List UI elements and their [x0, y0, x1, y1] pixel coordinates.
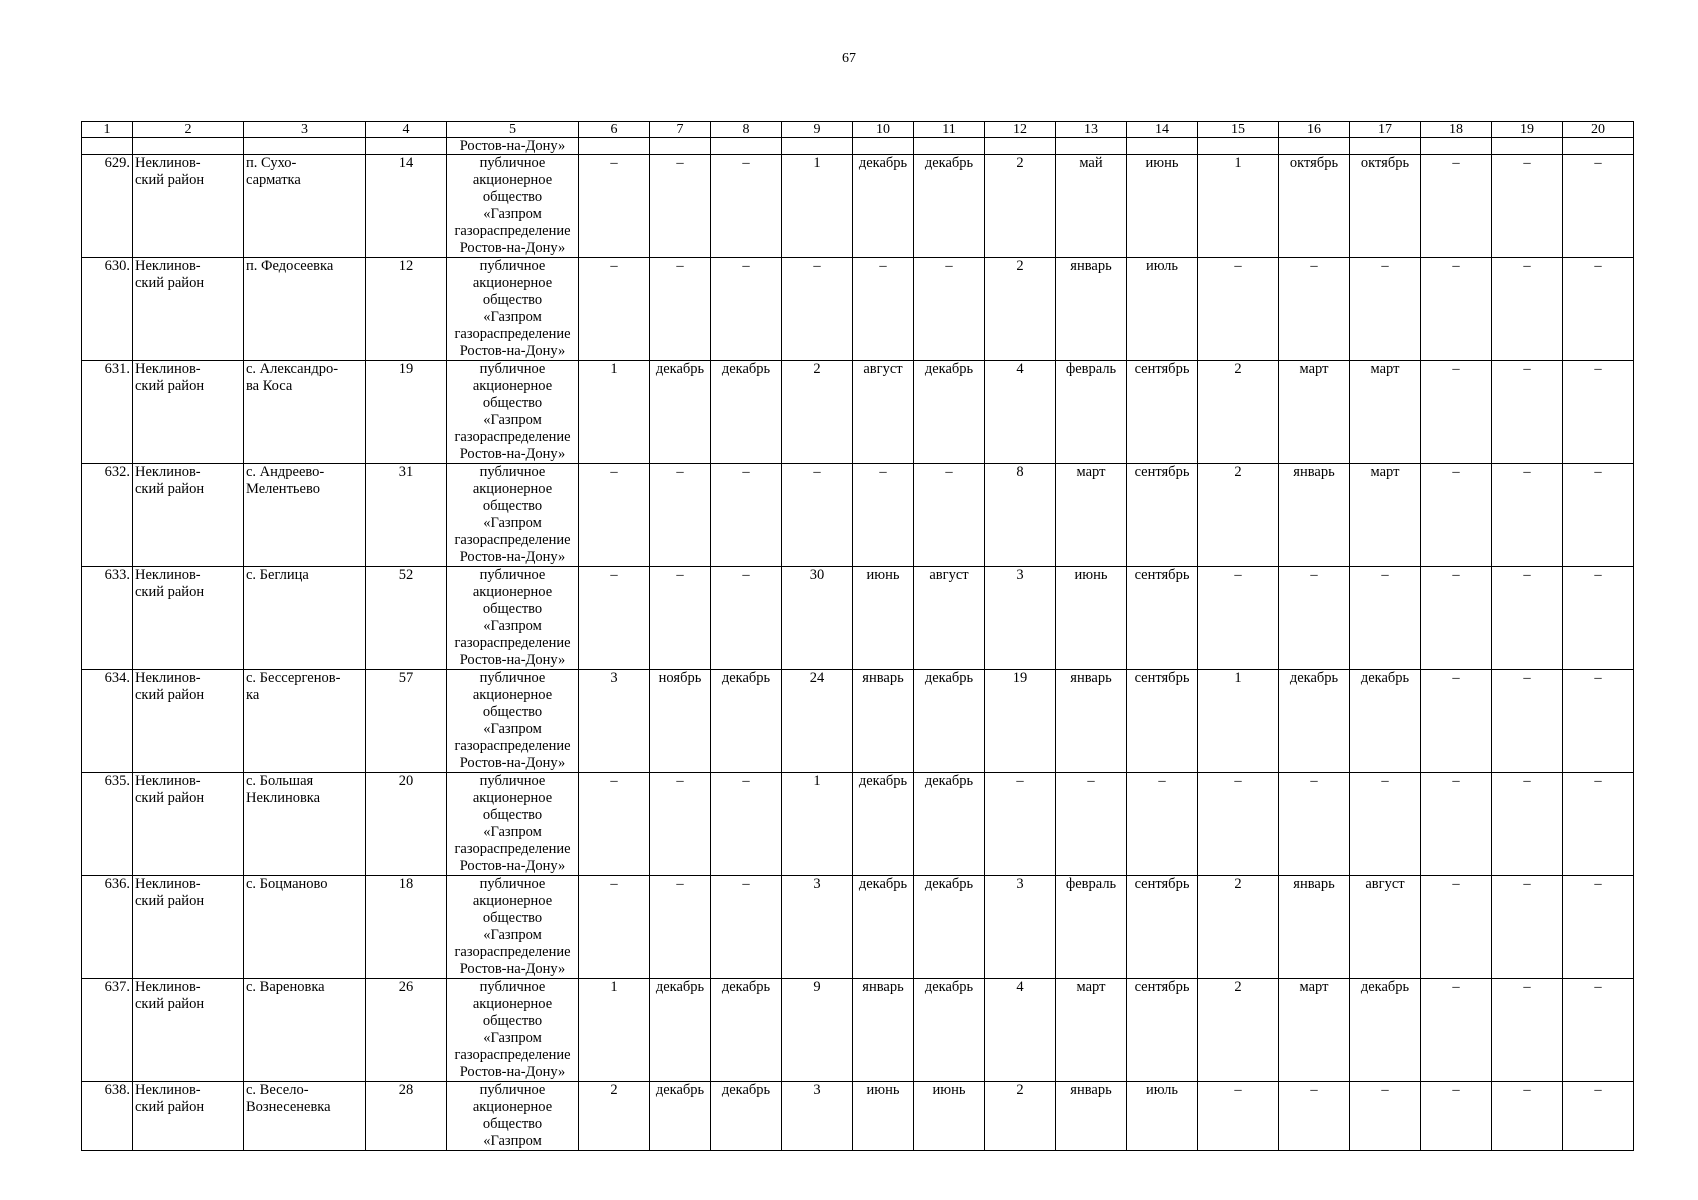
settlement-cell: с. Бессергенов- ка — [244, 670, 366, 773]
value-cell-c15: 2 — [1198, 361, 1279, 464]
value-cell-c18: – — [1421, 567, 1492, 670]
value-cell-c17: – — [1350, 1082, 1421, 1151]
value-cell-c13: январь — [1056, 670, 1127, 773]
value-cell-c14: – — [1127, 773, 1198, 876]
value-cell-c11: – — [914, 464, 985, 567]
value-cell-c13: июнь — [1056, 567, 1127, 670]
value-cell-c17: август — [1350, 876, 1421, 979]
header-cell: 19 — [1492, 122, 1563, 138]
district-cell: Неклинов- ский район — [133, 1082, 244, 1151]
value-cell-c13: май — [1056, 155, 1127, 258]
value-cell-c18: – — [1421, 979, 1492, 1082]
value-cell-c6: 2 — [579, 1082, 650, 1151]
value-cell-c14: сентябрь — [1127, 567, 1198, 670]
value-cell-c15: 2 — [1198, 876, 1279, 979]
header-cell: 5 — [447, 122, 579, 138]
value-cell-c17: – — [1350, 567, 1421, 670]
settlement-cell: с. Весело- Вознесеневка — [244, 1082, 366, 1151]
value-cell-c20: – — [1563, 979, 1634, 1082]
header-cell: 16 — [1279, 122, 1350, 138]
value-cell-c15: – — [1198, 773, 1279, 876]
value-cell-c10: январь — [853, 979, 914, 1082]
value-cell-c17: март — [1350, 464, 1421, 567]
value-cell-c16: – — [1279, 567, 1350, 670]
district-cell: Неклинов- ский район — [133, 258, 244, 361]
count-cell: 19 — [366, 361, 447, 464]
value-cell-c19: – — [1492, 155, 1563, 258]
value-cell-c12: – — [985, 773, 1056, 876]
value-cell-c9: 2 — [782, 361, 853, 464]
value-cell-c7: декабрь — [650, 361, 711, 464]
value-cell-c18: – — [1421, 258, 1492, 361]
value-cell-c12: 4 — [985, 979, 1056, 1082]
table-row — [82, 464, 1634, 567]
value-cell-c14: сентябрь — [1127, 979, 1198, 1082]
page-number: 67 — [842, 51, 856, 66]
value-cell-c7: – — [650, 773, 711, 876]
row-number: 636. — [82, 876, 133, 979]
value-cell-c20: – — [1563, 464, 1634, 567]
district-cell: Неклинов- ский район — [133, 979, 244, 1082]
header-cell: 1 — [82, 122, 133, 138]
value-cell-c9: – — [782, 464, 853, 567]
value-cell-c20: – — [1563, 1082, 1634, 1151]
value-cell-c16: – — [1279, 773, 1350, 876]
continuation-row — [82, 138, 1634, 155]
value-cell-c11: декабрь — [914, 361, 985, 464]
owner-cell: публичное акционерное общество «Газпром газораспределение Ростов-на-Дону» — [447, 876, 579, 979]
value-cell-c9: 24 — [782, 670, 853, 773]
settlement-cell: п. Федосеевка — [244, 258, 366, 361]
settlement-cell: с. Андреево- Мелентьево — [244, 464, 366, 567]
value-cell-c6: 1 — [579, 979, 650, 1082]
value-cell-c19: – — [1492, 464, 1563, 567]
value-cell-c7: – — [650, 155, 711, 258]
value-cell-c19: – — [1492, 258, 1563, 361]
count-cell: 14 — [366, 155, 447, 258]
value-cell-c11: декабрь — [914, 155, 985, 258]
table-row — [82, 1082, 1634, 1151]
value-cell-c8: – — [711, 258, 782, 361]
table-row — [82, 773, 1634, 876]
header-cell: 4 — [366, 122, 447, 138]
value-cell-c7: ноябрь — [650, 670, 711, 773]
value-cell-c16: декабрь — [1279, 670, 1350, 773]
continuation-owner-cell: Ростов-на-Дону» — [447, 138, 579, 155]
count-cell: 57 — [366, 670, 447, 773]
value-cell-c8: – — [711, 464, 782, 567]
value-cell-c10: – — [853, 258, 914, 361]
value-cell-c16: – — [1279, 258, 1350, 361]
value-cell-c8: декабрь — [711, 979, 782, 1082]
value-cell-c9: 9 — [782, 979, 853, 1082]
value-cell-c16: март — [1279, 979, 1350, 1082]
value-cell-c15: 1 — [1198, 155, 1279, 258]
header-cell: 20 — [1563, 122, 1634, 138]
value-cell-c9: 1 — [782, 773, 853, 876]
value-cell-c11: декабрь — [914, 773, 985, 876]
value-cell-c11: август — [914, 567, 985, 670]
value-cell-c8: – — [711, 155, 782, 258]
value-cell-c6: – — [579, 464, 650, 567]
table-row — [82, 155, 1634, 258]
value-cell-c16: октябрь — [1279, 155, 1350, 258]
value-cell-c6: – — [579, 567, 650, 670]
value-cell-c17: март — [1350, 361, 1421, 464]
value-cell-c7: декабрь — [650, 1082, 711, 1151]
value-cell-c12: 2 — [985, 155, 1056, 258]
value-cell-c10: июнь — [853, 567, 914, 670]
header-cell: 7 — [650, 122, 711, 138]
value-cell-c19: – — [1492, 1082, 1563, 1151]
value-cell-c15: 2 — [1198, 979, 1279, 1082]
value-cell-c19: – — [1492, 773, 1563, 876]
count-cell: 52 — [366, 567, 447, 670]
value-cell-c7: – — [650, 258, 711, 361]
table-row — [82, 258, 1634, 361]
value-cell-c8: декабрь — [711, 1082, 782, 1151]
value-cell-c17: – — [1350, 773, 1421, 876]
district-cell: Неклинов- ский район — [133, 361, 244, 464]
header-cell: 15 — [1198, 122, 1279, 138]
value-cell-c6: 3 — [579, 670, 650, 773]
value-cell-c13: – — [1056, 773, 1127, 876]
value-cell-c14: июль — [1127, 1082, 1198, 1151]
value-cell-c10: декабрь — [853, 773, 914, 876]
value-cell-c17: – — [1350, 258, 1421, 361]
count-cell: 31 — [366, 464, 447, 567]
owner-cell: публичное акционерное общество «Газпром газораспределение Ростов-на-Дону» — [447, 464, 579, 567]
value-cell-c8: декабрь — [711, 670, 782, 773]
table-row — [82, 876, 1634, 979]
value-cell-c7: – — [650, 567, 711, 670]
row-number: 634. — [82, 670, 133, 773]
table-row — [82, 670, 1634, 773]
header-cell: 3 — [244, 122, 366, 138]
value-cell-c16: март — [1279, 361, 1350, 464]
value-cell-c13: март — [1056, 979, 1127, 1082]
header-cell: 13 — [1056, 122, 1127, 138]
value-cell-c10: январь — [853, 670, 914, 773]
owner-cell: публичное акционерное общество «Газпром газораспределение Ростов-на-Дону» — [447, 979, 579, 1082]
value-cell-c15: – — [1198, 567, 1279, 670]
value-cell-c19: – — [1492, 979, 1563, 1082]
owner-cell: публичное акционерное общество «Газпром газораспределение Ростов-на-Дону» — [447, 155, 579, 258]
header-cell: 9 — [782, 122, 853, 138]
value-cell-c11: – — [914, 258, 985, 361]
value-cell-c14: сентябрь — [1127, 670, 1198, 773]
value-cell-c8: – — [711, 773, 782, 876]
value-cell-c7: – — [650, 876, 711, 979]
value-cell-c13: январь — [1056, 258, 1127, 361]
owner-cell: публичное акционерное общество «Газпром — [447, 1082, 579, 1151]
district-cell: Неклинов- ский район — [133, 670, 244, 773]
value-cell-c9: 3 — [782, 876, 853, 979]
count-cell: 28 — [366, 1082, 447, 1151]
owner-cell: публичное акционерное общество «Газпром газораспределение Ростов-на-Дону» — [447, 773, 579, 876]
value-cell-c14: июнь — [1127, 155, 1198, 258]
header-cell: 12 — [985, 122, 1056, 138]
owner-cell: публичное акционерное общество «Газпром газораспределение Ростов-на-Дону» — [447, 258, 579, 361]
row-number: 637. — [82, 979, 133, 1082]
value-cell-c10: – — [853, 464, 914, 567]
value-cell-c13: март — [1056, 464, 1127, 567]
settlement-cell: с. Александро- ва Коса — [244, 361, 366, 464]
value-cell-c20: – — [1563, 361, 1634, 464]
header-cell: 18 — [1421, 122, 1492, 138]
value-cell-c12: 3 — [985, 876, 1056, 979]
value-cell-c15: 1 — [1198, 670, 1279, 773]
value-cell-c10: июнь — [853, 1082, 914, 1151]
value-cell-c13: январь — [1056, 1082, 1127, 1151]
value-cell-c19: – — [1492, 361, 1563, 464]
value-cell-c13: февраль — [1056, 876, 1127, 979]
header-cell: 14 — [1127, 122, 1198, 138]
value-cell-c17: декабрь — [1350, 979, 1421, 1082]
count-cell: 20 — [366, 773, 447, 876]
settlement-cell: с. Большая Неклиновка — [244, 773, 366, 876]
value-cell-c18: – — [1421, 155, 1492, 258]
value-cell-c16: январь — [1279, 876, 1350, 979]
value-cell-c14: июль — [1127, 258, 1198, 361]
value-cell-c14: сентябрь — [1127, 464, 1198, 567]
count-cell: 18 — [366, 876, 447, 979]
row-number: 629. — [82, 155, 133, 258]
value-cell-c11: декабрь — [914, 670, 985, 773]
settlement-cell: п. Сухо- сарматка — [244, 155, 366, 258]
owner-cell: публичное акционерное общество «Газпром газораспределение Ростов-на-Дону» — [447, 567, 579, 670]
value-cell-c6: – — [579, 258, 650, 361]
district-cell: Неклинов- ский район — [133, 155, 244, 258]
settlement-cell: с. Вареновка — [244, 979, 366, 1082]
row-number: 633. — [82, 567, 133, 670]
column-number-header — [82, 122, 1634, 138]
header-cell: 11 — [914, 122, 985, 138]
value-cell-c7: декабрь — [650, 979, 711, 1082]
value-cell-c18: – — [1421, 773, 1492, 876]
settlement-cell: с. Беглица — [244, 567, 366, 670]
value-cell-c13: февраль — [1056, 361, 1127, 464]
header-cell: 6 — [579, 122, 650, 138]
value-cell-c15: – — [1198, 258, 1279, 361]
value-cell-c9: 30 — [782, 567, 853, 670]
value-cell-c20: – — [1563, 567, 1634, 670]
value-cell-c14: сентябрь — [1127, 361, 1198, 464]
value-cell-c17: октябрь — [1350, 155, 1421, 258]
value-cell-c8: – — [711, 567, 782, 670]
value-cell-c10: декабрь — [853, 155, 914, 258]
value-cell-c12: 2 — [985, 1082, 1056, 1151]
district-cell: Неклинов- ский район — [133, 464, 244, 567]
value-cell-c16: – — [1279, 1082, 1350, 1151]
value-cell-c10: август — [853, 361, 914, 464]
table-row — [82, 361, 1634, 464]
value-cell-c17: декабрь — [1350, 670, 1421, 773]
value-cell-c9: – — [782, 258, 853, 361]
value-cell-c6: – — [579, 773, 650, 876]
value-cell-c16: январь — [1279, 464, 1350, 567]
value-cell-c18: – — [1421, 876, 1492, 979]
value-cell-c6: 1 — [579, 361, 650, 464]
value-cell-c19: – — [1492, 567, 1563, 670]
district-cell: Неклинов- ский район — [133, 567, 244, 670]
value-cell-c8: – — [711, 876, 782, 979]
count-cell: 26 — [366, 979, 447, 1082]
value-cell-c18: – — [1421, 361, 1492, 464]
value-cell-c18: – — [1421, 670, 1492, 773]
value-cell-c14: сентябрь — [1127, 876, 1198, 979]
value-cell-c12: 3 — [985, 567, 1056, 670]
value-cell-c20: – — [1563, 876, 1634, 979]
value-cell-c12: 8 — [985, 464, 1056, 567]
value-cell-c9: 3 — [782, 1082, 853, 1151]
row-number: 632. — [82, 464, 133, 567]
value-cell-c18: – — [1421, 1082, 1492, 1151]
row-number: 631. — [82, 361, 133, 464]
value-cell-c11: декабрь — [914, 979, 985, 1082]
header-cell: 10 — [853, 122, 914, 138]
value-cell-c6: – — [579, 155, 650, 258]
value-cell-c8: декабрь — [711, 361, 782, 464]
district-cell: Неклинов- ский район — [133, 773, 244, 876]
table-row — [82, 567, 1634, 670]
value-cell-c18: – — [1421, 464, 1492, 567]
value-cell-c12: 2 — [985, 258, 1056, 361]
value-cell-c11: декабрь — [914, 876, 985, 979]
count-cell: 12 — [366, 258, 447, 361]
value-cell-c19: – — [1492, 670, 1563, 773]
table-row — [82, 979, 1634, 1082]
schedule-table — [81, 121, 1634, 1151]
header-cell: 8 — [711, 122, 782, 138]
row-number: 630. — [82, 258, 133, 361]
value-cell-c9: 1 — [782, 155, 853, 258]
row-number: 635. — [82, 773, 133, 876]
value-cell-c15: – — [1198, 1082, 1279, 1151]
header-cell: 17 — [1350, 122, 1421, 138]
owner-cell: публичное акционерное общество «Газпром газораспределение Ростов-на-Дону» — [447, 670, 579, 773]
owner-cell: публичное акционерное общество «Газпром газораспределение Ростов-на-Дону» — [447, 361, 579, 464]
value-cell-c20: – — [1563, 258, 1634, 361]
value-cell-c20: – — [1563, 773, 1634, 876]
value-cell-c19: – — [1492, 876, 1563, 979]
value-cell-c11: июнь — [914, 1082, 985, 1151]
value-cell-c20: – — [1563, 670, 1634, 773]
header-cell: 2 — [133, 122, 244, 138]
value-cell-c12: 4 — [985, 361, 1056, 464]
value-cell-c6: – — [579, 876, 650, 979]
value-cell-c10: декабрь — [853, 876, 914, 979]
district-cell: Неклинов- ский район — [133, 876, 244, 979]
row-number: 638. — [82, 1082, 133, 1151]
settlement-cell: с. Боцманово — [244, 876, 366, 979]
value-cell-c7: – — [650, 464, 711, 567]
value-cell-c12: 19 — [985, 670, 1056, 773]
value-cell-c20: – — [1563, 155, 1634, 258]
value-cell-c15: 2 — [1198, 464, 1279, 567]
